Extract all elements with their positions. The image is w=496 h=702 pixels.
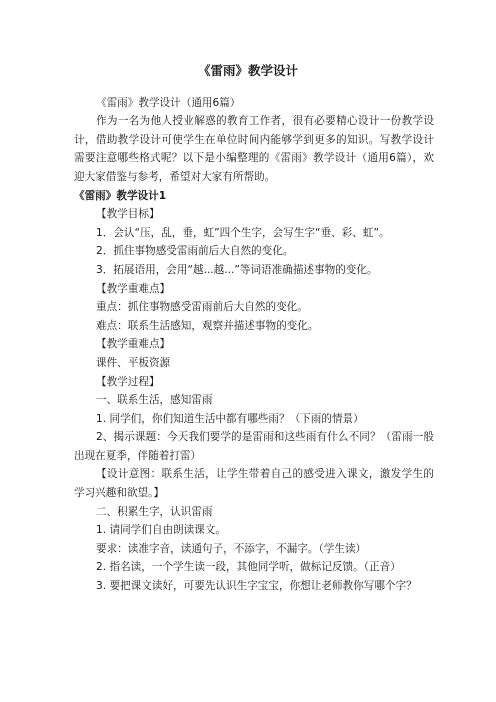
part2-heading: 二、积累生字，认识雷雨 xyxy=(96,505,213,518)
preparation-text: 课件、平板资源 xyxy=(96,356,171,369)
part2-item-3: 2. 指名读，一个学生读一段，其他同学听，做标记反馈。（正音） xyxy=(96,561,401,574)
key-point: 重点：抓住事物感受雷雨前后大自然的变化。 xyxy=(96,301,308,314)
part2-item-2: 要求：读准字音，读通句子，不添字，不漏字。（学生读） xyxy=(96,542,367,555)
goal-item-3: 3．拓展语用，会用“越...越...”等词语准确描述事物的变化。 xyxy=(96,263,378,276)
goal-item-2: 2．抓住事物感受雷雨前后大自然的变化。 xyxy=(96,245,294,258)
part1-heading: 一、联系生活，感知雷雨 xyxy=(96,394,213,407)
process-label: 【教学过程】 xyxy=(96,375,160,388)
part2-item-1: 1. 请同学们自由朗读课文。 xyxy=(96,524,227,537)
intro-subtitle: 《雷雨》教学设计（通用6篇） xyxy=(96,96,241,109)
preparation-label: 【教学重难点】 xyxy=(96,338,171,351)
section-heading: 《雷雨》教学设计1 xyxy=(74,189,167,202)
intro-paragraph: 作为一名为他人授业解惑的教育工作者，很有必要精心设计一份教学设计，借助教学设计可使学生在单位时间内能够学到更多的知识。写教学设计需要注意哪些格式呢？以下是小编整理的《雷雨》教学设计（通用6篇），欢迎大家借鉴与参考，希望对大家有所帮助。 xyxy=(74,115,434,183)
key-points-label: 【教学重难点】 xyxy=(96,282,171,295)
part1-item-3: 【设计意图：联系生活，让学生带着自己的感受进入课文，激发学生的学习兴趣和欲望。】 xyxy=(74,468,434,500)
part2-item-4: 3. 要把课文读好，可要先认识生字宝宝，你想让老师教你写哪个字？ xyxy=(96,580,417,593)
difficult-point: 难点：联系生活感知，观察并描述事物的变化。 xyxy=(96,319,319,332)
part1-item-2: 2、揭示课题：今天我们要学的是雷雨和这些雨有什么不同？（雷雨一般出现在夏季，伴随着打雷） xyxy=(74,431,434,462)
document-title: 《雷雨》教学设计 xyxy=(197,63,298,78)
part1-item-1: 1. 同学们，你们知道生活中都有哪些雨？（下雨的情景） xyxy=(96,412,364,425)
goals-label: 【教学目标】 xyxy=(96,208,160,221)
goal-item-1: 1．会认“压，乱，垂，虹”四个生字，会写生字“垂、彩、虹”。 xyxy=(96,226,390,239)
